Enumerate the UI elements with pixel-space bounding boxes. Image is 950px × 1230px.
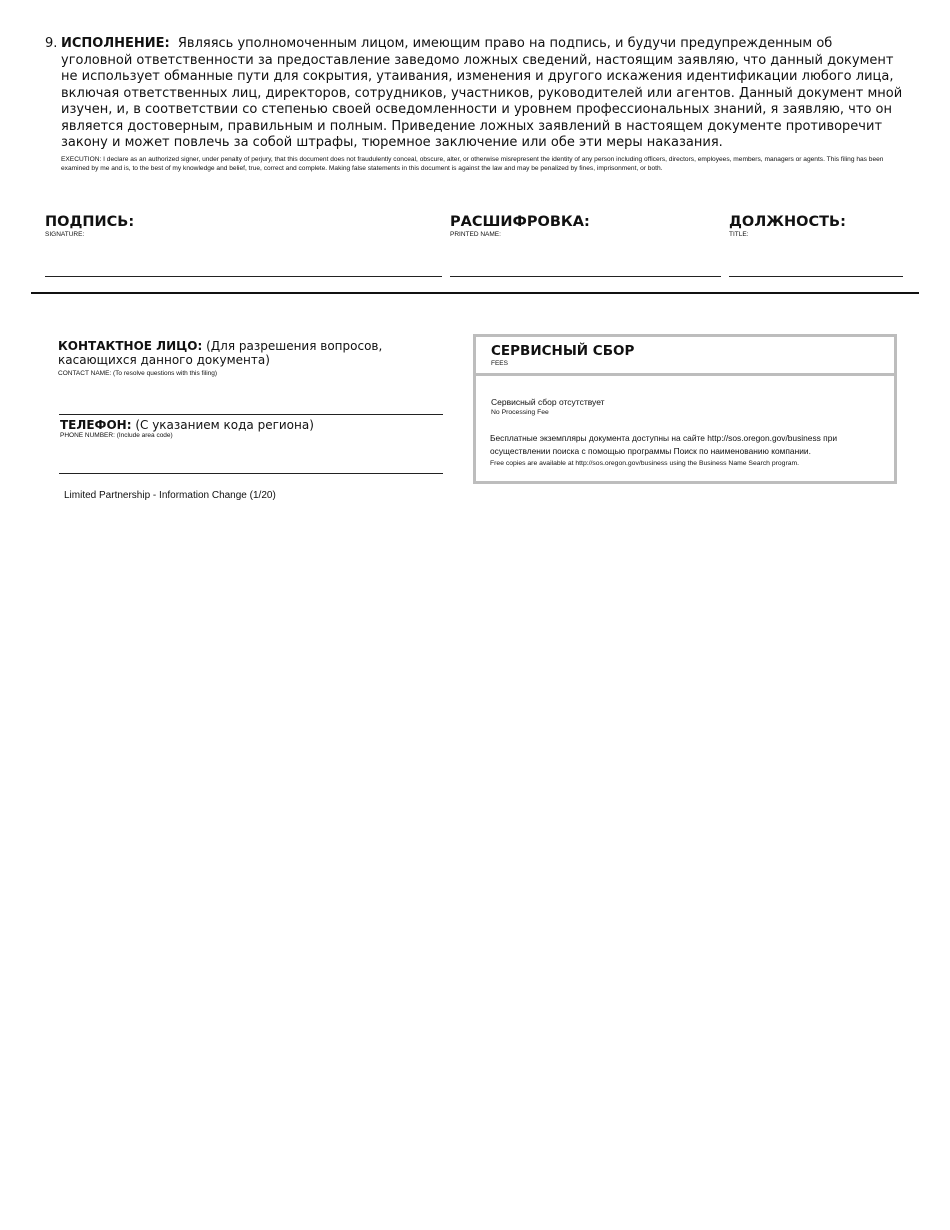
contact-label-rest: (Для разрешения вопросов, касающихся данного документа) bbox=[58, 339, 383, 367]
signature-sublabel: SIGNATURE: bbox=[45, 231, 85, 238]
contact-sublabel: CONTACT NAME: (To resolve questions with this filing) bbox=[58, 370, 218, 377]
contact-label-bold: КОНТАКТНОЕ ЛИЦО: bbox=[58, 339, 203, 353]
fees-header bbox=[476, 337, 894, 376]
printed-name-label: РАСШИФРОВКА: bbox=[450, 214, 590, 230]
no-fee-text-ru: Сервисный сбор отсутствует bbox=[491, 397, 605, 407]
form-identifier: Limited Partnership - Information Change (1/20) bbox=[64, 490, 276, 501]
title-sublabel: TITLE: bbox=[729, 231, 749, 238]
section-divider bbox=[31, 292, 919, 294]
printed-name-sublabel: PRINTED NAME: bbox=[450, 231, 501, 238]
execution-text-en: EXECUTION: I declare as an authorized signer, under penalty of perjury, that this document does not fraudulently conceal, obscure, alter, or otherwise misrepresent the identity of any person including officers, directors, employees, members, managers or agents. This filing has been examined by me and is, to the best of my knowledge and belief, true, correct and complete. Making false statements in this document is against the law and may be penalized by fines, imprisonment, or both. bbox=[61, 156, 884, 172]
execution-text-ru bbox=[61, 36, 906, 152]
no-fee-text-en: No Processing Fee bbox=[491, 409, 549, 416]
phone-label bbox=[60, 418, 314, 432]
fees-box bbox=[473, 334, 897, 484]
phone-sublabel: PHONE NUMBER: (Include area code) bbox=[60, 432, 173, 439]
phone-label-rest: (С указанием кода региона) bbox=[131, 418, 314, 432]
fees-title: СЕРВИСНЫЙ СБОР bbox=[491, 343, 635, 359]
phone-label-bold: ТЕЛЕФОН: bbox=[60, 418, 132, 432]
free-copies-text-ru: Бесплатные экземпляры документа доступны на сайте http://sos.oregon.gov/business при осуществлении поиска с помощью программы Поиск по наименованию компании. bbox=[490, 433, 838, 456]
free-copies-text-en: Free copies are available at http://sos.oregon.gov/business using the Business Name Search program. bbox=[490, 460, 800, 467]
contact-label bbox=[58, 340, 448, 367]
title-label: ДОЛЖНОСТЬ: bbox=[729, 214, 846, 230]
printed-name-field[interactable] bbox=[450, 276, 721, 277]
signature-label: ПОДПИСЬ: bbox=[45, 214, 135, 230]
contact-name-field[interactable] bbox=[59, 414, 443, 415]
signature-field[interactable] bbox=[45, 276, 442, 277]
execution-body-ru: Являясь уполномоченным лицом, имеющим право на подпись, и будучи предупрежденным об уголовной ответственности за предоставление заведомо ложных сведений, настоящим заявляю, что данный документ не использует обманные пути для сокрытия, утаивания, изменения и другого искажения идентификации любого лица, включая ответственных лиц, директоров, сотрудников, участников, руководителей или агентов. Данный документ мной изучен, и, в соответствии со степенью своей осведомленности и уровнем профессиональных знаний, я заявляю, что он является достоверным, правильным и полным. Приведение ложных заявлений в настоящем документе противоречит закону и может повлечь за собой штрафы, тюремное заключение или обе эти меры наказания. bbox=[61, 36, 903, 150]
execution-heading: ИСПОЛНЕНИЕ: bbox=[61, 36, 170, 51]
title-field[interactable] bbox=[729, 276, 903, 277]
section-number: 9. bbox=[45, 36, 58, 51]
fees-subtitle: FEES bbox=[491, 360, 508, 367]
phone-number-field[interactable] bbox=[59, 473, 443, 474]
